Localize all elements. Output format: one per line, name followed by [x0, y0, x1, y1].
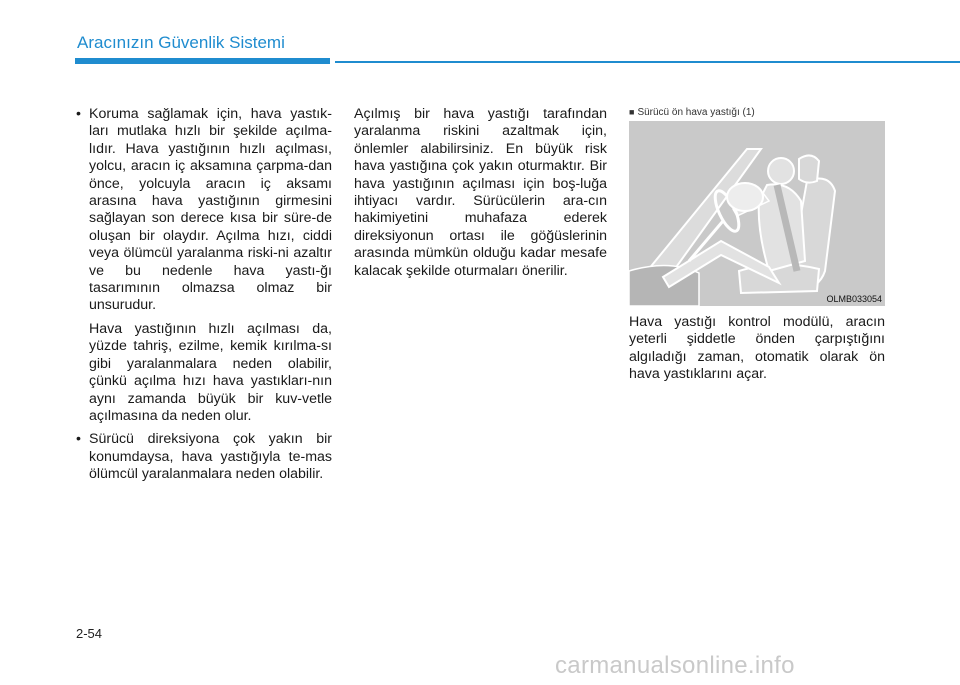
section-title: Aracınızın Güvenlik Sistemi [77, 33, 285, 52]
bullet-symbol: • [76, 106, 81, 122]
bullet-item [76, 431, 332, 483]
header-rule-thin [335, 61, 960, 63]
bullet-symbol: • [76, 431, 81, 448]
driver-airbag-illustration-icon [629, 121, 885, 306]
page-number: 2-54 [76, 626, 103, 641]
text-column-1 [76, 106, 332, 484]
header-rule-thick [75, 58, 330, 64]
caption-text: Sürücü ön hava yastığı (1) [637, 107, 755, 118]
caption-marker: ■ [629, 107, 635, 117]
paragraph: Hava yastığı kontrol modülü, aracın yeterli şiddetle önden çarpıştığını algıladığı zaman, otomatik olarak ön hava yastıklarını açar. [629, 314, 885, 383]
text-column-3 [629, 314, 885, 384]
figure-caption [629, 107, 755, 118]
bullet-text: Koruma sağlamak için, hava yastık-ları mutlaka hızlı bir şekilde açılma-lıdır. Hava yastığının hızlı açılması, yolcu, aracın iç aksamına çarpma-dan önce, yolcuyla aracın iç aksamı arasına hava yastığının girmesini sağlayan son derece kısa bir süre-de oluşan bir olaydır. Açılma hızı, ciddi veya ölümcül yaralanma riski-ni azaltır ve bu nedenle hava yastı-ğı tasarımının olmazsa olmaz bir unsurudur. [89, 106, 332, 314]
bullet-continuation: Hava yastığının hızlı açılması da, yüzde tahriş, ezilme, kemik kırılma-sı gibi yaralanmalara neden olabilir, çünkü açılma hızı hava yastıkları-nın aynı zamanda büyük bir kuv-vetle açılmasına da neden olur. [89, 320, 332, 424]
figure-code: OLMB033054 [826, 294, 882, 304]
paragraph: Açılmış bir hava yastığı tarafından yaralanma riskini azaltmak için, önlemler alabilirsiniz. En büyük risk hava yastığına çok yakın oturmaktır. Bir hava yastığının açılması için boş-luğa ihtiyacı vardır. Sürücülerin ara-cın hakimiyetini muhafaza ederek direksiyonun ortası ile göğüslerinin arasında mümkün olduğu kadar mesafe kalacak şekilde oturmaları önerilir. [354, 106, 607, 279]
bullet-item [76, 106, 332, 315]
bullet-text: Sürücü direksiyona çok yakın bir konumdaysa, hava yastığıyla te-mas ölümcül yaralanmalara neden olabilir. [89, 431, 332, 483]
watermark: carmanualsonline.info [555, 652, 795, 679]
text-column-2 [354, 106, 607, 280]
driver-airbag-figure [629, 121, 885, 306]
